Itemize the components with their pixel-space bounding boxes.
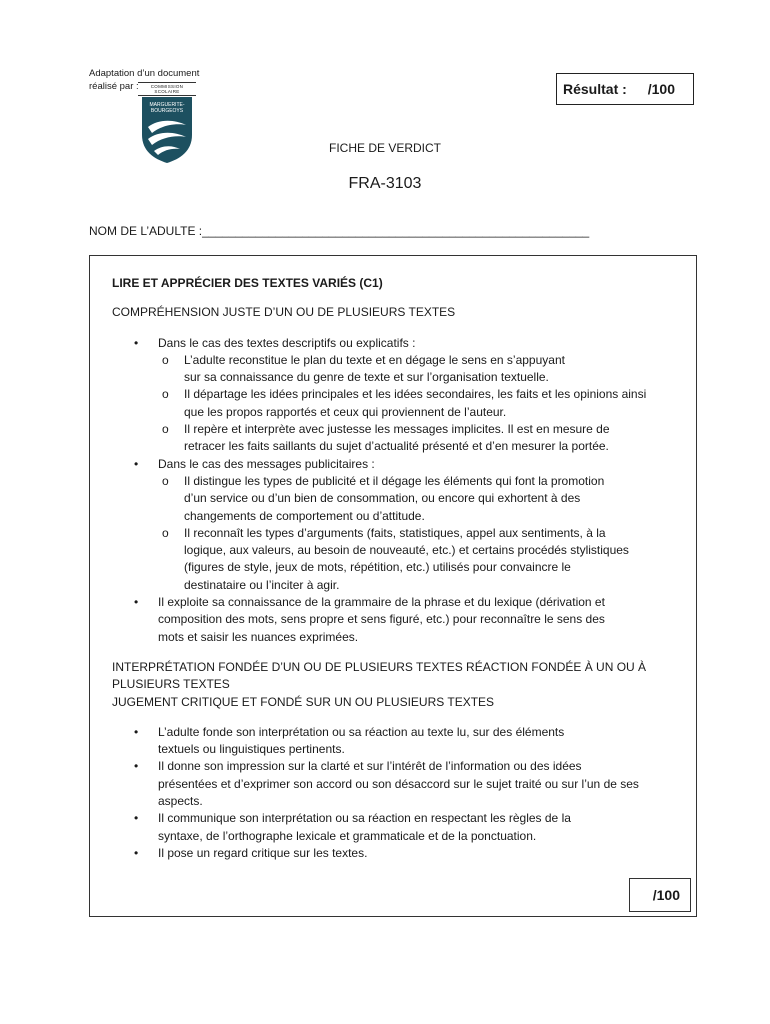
- sub-criterion-text-line: destinataire ou l’inciter à agir.: [184, 577, 340, 592]
- sub-criterion-text-line: sur sa connaissance du genre de texte et sur l’organisation textuelle.: [184, 370, 549, 385]
- section2-criteria-list: [112, 724, 672, 862]
- criterion-text-line: Il exploite sa connaissance de la grammaire de la phrase et du lexique (dérivation et: [158, 595, 605, 610]
- criterion-text-line: mots et saisir les nuances exprimées.: [158, 629, 359, 644]
- sub-criterion-text-line: d’un service ou d’un bien de consommation, ou encore qui exhortent à des: [184, 491, 581, 506]
- sub-bullet-marker: o: [162, 473, 169, 488]
- criterion-text-line: composition des mots, sens propre et sens figuré, etc.) pour reconnaître le sens des: [158, 612, 605, 627]
- criterion-text-line: textuels ou linguistiques pertinents.: [158, 742, 345, 757]
- criterion-text-line: présentées et d’exprimer son accord ou son désaccord sur le sujet traité ou sur l’un de ses: [158, 776, 639, 791]
- document-subtitle: FICHE DE VERDICT: [328, 141, 441, 155]
- bullet-marker: •: [134, 595, 139, 610]
- result-box: [556, 73, 694, 105]
- sub-criterion-text-line: (figures de style, jeux de mots, répétition, etc.) utilisés pour convaincre le: [184, 560, 571, 575]
- sub-criteria-list: [158, 473, 672, 594]
- sub-criterion-text-line: changements de comportement ou d’attitude.: [184, 508, 425, 523]
- sub-criterion-item: [158, 473, 672, 525]
- bullet-marker: •: [134, 811, 139, 826]
- criterion-item: [112, 724, 672, 759]
- sub-criterion-text-line: Il distingue les types de publicité et il dégage les éléments qui font la promotion: [184, 473, 605, 488]
- adaptation-line-2: réalisé par :: [89, 80, 139, 92]
- criterion-item: [112, 594, 672, 646]
- sub-criterion-item: [158, 352, 672, 387]
- sub-criterion-text-line: retracer les faits saillants du sujet d’actualité présenté et d’en mesurer la portée.: [184, 439, 609, 454]
- bullet-marker: •: [134, 845, 139, 860]
- criterion-item: [112, 456, 672, 594]
- section2-heading-line: PLUSIEURS TEXTES: [112, 677, 230, 692]
- criterion-text-line: Dans le cas des messages publicitaires :: [158, 456, 375, 471]
- logo-name-line-1: MARGUERITE-: [149, 102, 185, 108]
- sub-criterion-item: [158, 525, 672, 594]
- sub-criterion-item: [158, 421, 672, 456]
- section1-heading: LIRE ET APPRÉCIER DES TEXTES VARIÉS (C1): [112, 276, 383, 290]
- criterion-text-line: aspects.: [158, 794, 203, 809]
- sub-criterion-text-line: logique, aux valeurs, au besoin de nouveauté, etc.) et certains procédés stylistiques: [184, 543, 629, 558]
- sub-bullet-marker: o: [162, 387, 169, 402]
- criterion-text-line: L’adulte fonde son interprétation ou sa réaction au texte lu, sur des éléments: [158, 724, 565, 739]
- section2-heading-line: INTERPRÉTATION FONDÉE D’UN OU DE PLUSIEURS TEXTES RÉACTION FONDÉE À UN OU À: [112, 659, 647, 674]
- score-box: /100: [629, 878, 691, 912]
- sub-bullet-marker: o: [162, 422, 169, 437]
- adaptation-line-1: Adaptation d’un document: [89, 68, 200, 79]
- criteria-content: [112, 275, 672, 862]
- criterion-item: [112, 335, 672, 456]
- result-label: Résultat :: [563, 81, 627, 97]
- logo-caption: [138, 82, 196, 96]
- adult-name-field[interactable]: NOM DE L’ADULTE :__________________________________________________________: [89, 224, 590, 238]
- section1-criteria-list: [112, 335, 672, 646]
- sub-criterion-text-line: L’adulte reconstitue le plan du texte et en dégage le sens en s’appuyant: [184, 352, 565, 367]
- bullet-marker: •: [134, 759, 139, 774]
- criterion-text-line: Il communique son interprétation ou sa réaction en respectant les règles de la: [158, 811, 571, 826]
- criterion-item: [112, 758, 672, 810]
- criterion-text-line: Il donne son impression sur la clarté et sur l’intérêt de l’information ou des idées: [158, 759, 582, 774]
- bullet-marker: •: [134, 724, 139, 739]
- sub-criterion-text-line: que les propos rapportés et ceux qui proviennent de l’auteur.: [184, 404, 507, 419]
- section2-heading: [112, 659, 672, 711]
- bullet-marker: •: [134, 335, 139, 350]
- logo-caption-line-1: COMMISSION: [150, 84, 184, 89]
- sub-criterion-text-line: Il repère et interprète avec justesse les messages implicites. Il est en mesure de: [184, 422, 610, 437]
- sub-criterion-text-line: Il reconnaît les types d’arguments (faits, statistiques, appel aux sentiments, à la: [184, 525, 606, 540]
- sub-criterion-item: [158, 386, 672, 421]
- sub-criteria-list: [158, 352, 672, 456]
- criterion-text-line: Dans le cas des textes descriptifs ou explicatifs :: [158, 335, 416, 350]
- criterion-text-line: Il pose un regard critique sur les textes.: [158, 845, 368, 860]
- logo-name-line-2: BOURGEOYS: [150, 108, 184, 114]
- bullet-marker: •: [134, 456, 139, 471]
- criterion-item: [112, 845, 672, 862]
- criterion-text-line: syntaxe, de l’orthographe lexicale et grammaticale et de la ponctuation.: [158, 828, 537, 843]
- course-code: FRA-3103: [348, 175, 422, 192]
- sub-bullet-marker: o: [162, 352, 169, 367]
- section2-heading-line: JUGEMENT CRITIQUE ET FONDÉ SUR UN OU PLUSIEURS TEXTES: [112, 694, 495, 709]
- criterion-item: [112, 810, 672, 845]
- sub-bullet-marker: o: [162, 525, 169, 540]
- logo-caption-line-2: SCOLAIRE: [154, 89, 180, 94]
- sub-criterion-text-line: Il départage les idées principales et les idées secondaires, les faits et les opinions ainsi: [184, 387, 647, 402]
- section1-subheading: COMPRÉHENSION JUSTE D’UN OU DE PLUSIEURS TEXTES: [112, 305, 456, 320]
- result-value: /100: [647, 81, 675, 97]
